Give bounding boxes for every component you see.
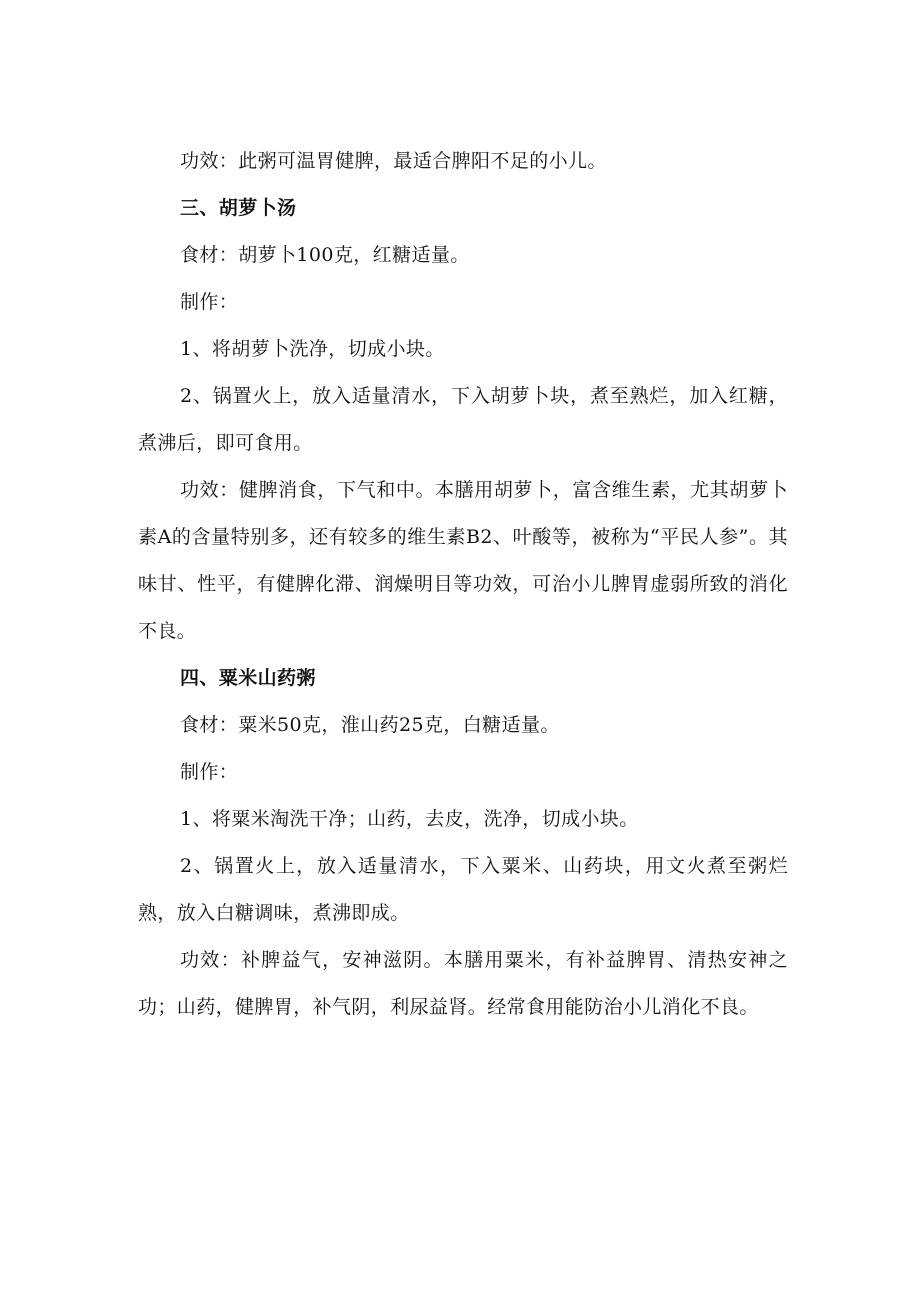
document-body: [138, 138, 788, 1031]
section-heading-carrot-soup: 三、胡萝卜汤: [180, 197, 297, 219]
effect-paragraph-millet-yam-porridge: 功效：补脾益气，安神滋阴。本膳用粟米，有补益脾胃、清热安神之功；山药，健脾胃，补气阴，利尿益肾。经常食用能防治小儿消化不良。: [138, 949, 788, 1018]
step-1-millet-yam-porridge: 1、将粟米淘洗干净；山药，去皮，洗净，切成小块。: [180, 808, 639, 830]
section-heading-millet-yam-porridge: 四、粟米山药粥: [180, 667, 316, 689]
method-label-millet-yam-porridge: 制作：: [180, 761, 239, 783]
effect-paragraph-porridge: 功效：此粥可温胃健脾，最适合脾阳不足的小儿。: [180, 150, 607, 172]
step-1-carrot-soup: 1、将胡萝卜洗净，切成小块。: [180, 338, 445, 360]
effect-paragraph-carrot-soup: 功效：健脾消食，下气和中。本膳用胡萝卜，富含维生素，尤其胡萝卜素A的含量特别多，还有较多的维生素B2、叶酸等，被称为“平民人参”。其味甘、性平，有健脾化滞、润燥明目等功效，可治小儿脾胃虚弱所致的消化不良。: [138, 479, 788, 642]
step-2-millet-yam-porridge: 2、锅置火上，放入适量清水，下入粟米、山药块，用文火煮至粥烂熟，放入白糖调味，煮沸即成。: [138, 855, 788, 924]
method-label-carrot-soup: 制作：: [180, 291, 239, 313]
ingredients-paragraph-carrot-soup: 食材：胡萝卜100克，红糖适量。: [180, 244, 470, 266]
step-2-carrot-soup: 2、锅置火上，放入适量清水，下入胡萝卜块，煮至熟烂，加入红糖，煮沸后，即可食用。: [138, 385, 788, 454]
ingredients-paragraph-millet-yam-porridge: 食材：粟米50克，淮山药25克，白糖适量。: [180, 714, 560, 736]
